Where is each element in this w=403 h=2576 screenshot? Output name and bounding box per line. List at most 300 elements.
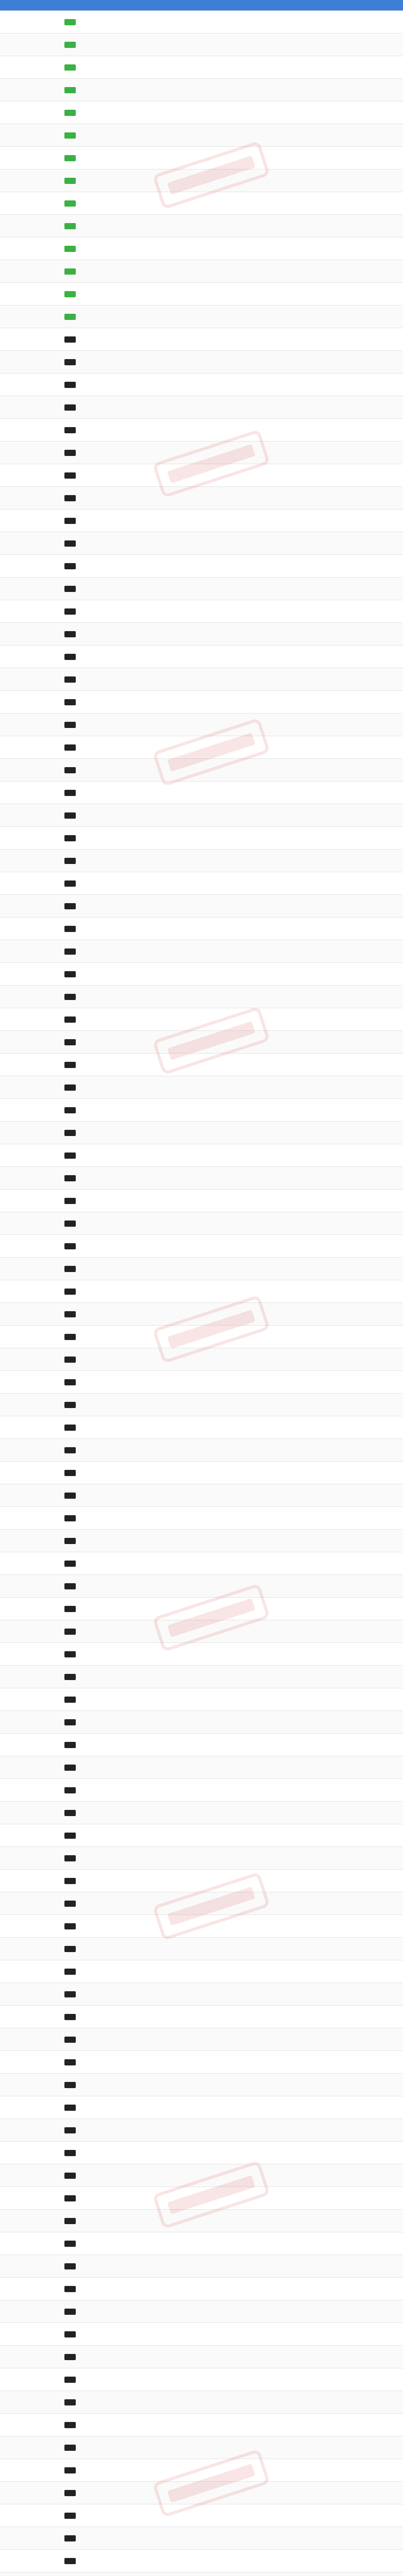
table-row[interactable]	[0, 2414, 403, 2436]
status-badge	[64, 1379, 76, 1385]
table-cell	[58, 1878, 82, 1884]
status-badge	[64, 382, 76, 388]
table-cell	[58, 1175, 82, 1181]
status-badge	[64, 2399, 76, 2405]
table-row[interactable]	[0, 1756, 403, 1779]
table-cell	[58, 1719, 82, 1725]
table-cell	[58, 291, 82, 297]
status-badge	[64, 971, 76, 977]
table-row[interactable]	[0, 759, 403, 782]
table-row[interactable]	[0, 2142, 403, 2164]
status-badge	[64, 858, 76, 864]
table-row[interactable]	[0, 1802, 403, 1824]
table-cell	[58, 336, 82, 343]
status-badge	[64, 1697, 76, 1703]
table-cell	[58, 359, 82, 365]
table-row[interactable]	[0, 192, 403, 215]
table-row[interactable]	[0, 2210, 403, 2232]
status-badge	[64, 1334, 76, 1340]
status-badge	[64, 1493, 76, 1499]
table-cell	[58, 1991, 82, 1997]
table-row[interactable]	[0, 147, 403, 170]
table-row[interactable]	[0, 1235, 403, 1258]
table-row[interactable]	[0, 124, 403, 147]
table-row[interactable]	[0, 374, 403, 396]
table-row[interactable]	[0, 804, 403, 827]
table-row[interactable]	[0, 1371, 403, 1394]
status-badge	[64, 676, 76, 683]
table-cell	[58, 1515, 82, 1521]
status-badge	[64, 1153, 76, 1159]
table-row[interactable]	[0, 532, 403, 555]
table-cell	[58, 1901, 82, 1907]
table-cell	[58, 926, 82, 932]
status-badge	[64, 1425, 76, 1431]
table-row[interactable]	[0, 1915, 403, 1938]
table-cell	[58, 42, 82, 48]
table-row[interactable]	[0, 2119, 403, 2142]
table-cell	[58, 744, 82, 751]
table-row[interactable]	[0, 2482, 403, 2504]
table-row[interactable]	[0, 510, 403, 532]
table-row[interactable]	[0, 1031, 403, 1054]
table-cell	[58, 631, 82, 637]
table-row[interactable]	[0, 11, 403, 33]
table-row[interactable]	[0, 442, 403, 464]
table-row[interactable]	[0, 668, 403, 691]
table-cell	[58, 2059, 82, 2065]
status-badge	[64, 1583, 76, 1589]
status-badge	[64, 495, 76, 501]
table-cell	[58, 2082, 82, 2088]
table-cell	[58, 1787, 82, 1793]
table-cell	[58, 200, 82, 207]
table-row[interactable]	[0, 2255, 403, 2278]
table-cell	[58, 2195, 82, 2201]
status-badge	[64, 1198, 76, 1204]
table-row[interactable]	[0, 555, 403, 578]
table-cell	[58, 495, 82, 501]
table-cell	[58, 858, 82, 864]
table-row[interactable]	[0, 1960, 403, 1983]
column-header-8	[307, 0, 403, 10]
table-cell	[58, 1402, 82, 1408]
table-row[interactable]	[0, 1462, 403, 1484]
table-row[interactable]	[0, 306, 403, 328]
status-badge	[64, 2422, 76, 2428]
table-cell	[58, 1946, 82, 1952]
table-cell	[58, 1039, 82, 1045]
status-badge	[64, 1515, 76, 1521]
status-badge	[64, 1357, 76, 1363]
table-row[interactable]	[0, 1190, 403, 1212]
table-cell	[58, 1923, 82, 1929]
table-row[interactable]	[0, 1983, 403, 2006]
table-row[interactable]	[0, 578, 403, 600]
table-row[interactable]	[0, 1734, 403, 1756]
table-row[interactable]	[0, 691, 403, 714]
table-cell	[58, 767, 82, 773]
status-badge	[64, 314, 76, 320]
table-cell	[58, 314, 82, 320]
table-row[interactable]	[0, 2051, 403, 2074]
column-header-4	[123, 0, 170, 10]
table-cell	[58, 155, 82, 161]
table-row[interactable]	[0, 1643, 403, 1666]
table-row[interactable]	[0, 918, 403, 940]
table-row[interactable]	[0, 2550, 403, 2572]
status-badge	[64, 1289, 76, 1295]
status-badge	[64, 1221, 76, 1227]
table-row[interactable]	[0, 1530, 403, 1552]
table-cell	[58, 1334, 82, 1340]
status-badge	[64, 223, 76, 229]
table-row[interactable]	[0, 2074, 403, 2096]
table-cell	[58, 1651, 82, 1657]
table-row[interactable]	[0, 1575, 403, 1598]
status-badge	[64, 903, 76, 909]
table-cell	[58, 1583, 82, 1589]
table-row[interactable]	[0, 464, 403, 487]
table-row[interactable]	[0, 33, 403, 56]
status-badge	[64, 2558, 76, 2564]
status-badge	[64, 2263, 76, 2269]
status-badge	[64, 926, 76, 932]
table-row[interactable]	[0, 963, 403, 986]
status-badge	[64, 1243, 76, 1249]
table-row[interactable]	[0, 1054, 403, 1076]
table-cell	[58, 1243, 82, 1249]
status-badge	[64, 948, 76, 955]
table-row[interactable]	[0, 1008, 403, 1031]
column-header-3	[82, 0, 123, 10]
status-badge	[64, 1311, 76, 1317]
table-row[interactable]	[0, 79, 403, 101]
status-badge	[64, 404, 76, 411]
status-badge	[64, 359, 76, 365]
status-badge	[64, 427, 76, 433]
status-badge	[64, 880, 76, 887]
table-row[interactable]	[0, 328, 403, 351]
table-row[interactable]	[0, 623, 403, 646]
table-row[interactable]	[0, 1348, 403, 1371]
status-badge	[64, 336, 76, 343]
status-badge	[64, 586, 76, 592]
table-row[interactable]	[0, 487, 403, 510]
status-badge	[64, 19, 76, 25]
table-row[interactable]	[0, 2436, 403, 2459]
table-row[interactable]	[0, 1484, 403, 1507]
table-cell	[58, 1425, 82, 1431]
table-row[interactable]	[0, 2504, 403, 2527]
table-row[interactable]	[0, 1076, 403, 1099]
table-row[interactable]	[0, 2187, 403, 2210]
table-row[interactable]	[0, 351, 403, 374]
table-cell	[58, 223, 82, 229]
status-badge	[64, 1991, 76, 1997]
table-row[interactable]	[0, 1122, 403, 1144]
table-row[interactable]	[0, 2232, 403, 2255]
status-badge	[64, 1923, 76, 1929]
status-badge	[64, 2354, 76, 2360]
table-cell	[58, 2309, 82, 2315]
table-cell	[58, 1629, 82, 1635]
table-row[interactable]	[0, 1779, 403, 1802]
status-badge	[64, 812, 76, 819]
table-cell	[58, 2445, 82, 2451]
status-badge	[64, 268, 76, 275]
status-badge	[64, 2331, 76, 2337]
status-badge	[64, 200, 76, 207]
status-badge	[64, 2059, 76, 2065]
table-row[interactable]	[0, 2300, 403, 2323]
status-badge	[64, 1175, 76, 1181]
table-row[interactable]	[0, 2527, 403, 2550]
table-row[interactable]	[0, 1711, 403, 1734]
table-cell	[58, 2558, 82, 2564]
table-row[interactable]	[0, 396, 403, 419]
table-row[interactable]	[0, 283, 403, 306]
table-cell	[58, 2241, 82, 2247]
table-cell	[58, 1810, 82, 1816]
status-badge	[64, 563, 76, 569]
table-cell	[58, 404, 82, 411]
table-row[interactable]	[0, 1847, 403, 1870]
status-badge	[64, 1447, 76, 1453]
status-badge	[64, 2037, 76, 2043]
table-row[interactable]	[0, 1892, 403, 1915]
table-row[interactable]	[0, 986, 403, 1008]
status-badge	[64, 2535, 76, 2541]
table-cell	[58, 2422, 82, 2428]
table-cell	[58, 2173, 82, 2179]
table-cell	[58, 2535, 82, 2541]
table-cell	[58, 722, 82, 728]
table-cell	[58, 64, 82, 71]
table-row[interactable]	[0, 1552, 403, 1575]
table-cell	[58, 994, 82, 1000]
table-cell	[58, 1379, 82, 1385]
table-cell	[58, 518, 82, 524]
status-badge	[64, 2241, 76, 2247]
table-row[interactable]	[0, 2459, 403, 2482]
status-badge	[64, 2014, 76, 2020]
table-cell	[58, 178, 82, 184]
table-row[interactable]	[0, 2391, 403, 2414]
status-badge	[64, 2105, 76, 2111]
status-badge	[64, 1266, 76, 1272]
table-row[interactable]	[0, 782, 403, 804]
status-badge	[64, 835, 76, 841]
table-row[interactable]	[0, 2096, 403, 2119]
table-cell	[58, 1855, 82, 1861]
status-badge	[64, 2082, 76, 2088]
table-cell	[58, 2127, 82, 2133]
status-badge	[64, 1651, 76, 1657]
table-cell	[58, 2014, 82, 2020]
status-badge	[64, 1470, 76, 1476]
table-row[interactable]	[0, 2572, 403, 2576]
status-badge	[64, 722, 76, 728]
table-row[interactable]	[0, 850, 403, 872]
table-row[interactable]	[0, 419, 403, 442]
table-row[interactable]	[0, 940, 403, 963]
table-row[interactable]	[0, 2028, 403, 2051]
table-cell	[58, 1062, 82, 1068]
table-cell	[58, 1311, 82, 1317]
table-cell	[58, 1289, 82, 1295]
table-cell	[58, 563, 82, 569]
status-badge	[64, 2286, 76, 2292]
table-row[interactable]	[0, 827, 403, 850]
table-cell	[58, 676, 82, 683]
status-badge	[64, 2513, 76, 2519]
table-row[interactable]	[0, 1439, 403, 1462]
table-row[interactable]	[0, 1507, 403, 1530]
table-cell	[58, 87, 82, 93]
table-cell	[58, 2467, 82, 2473]
table-cell	[58, 2218, 82, 2224]
status-badge	[64, 1084, 76, 1091]
status-badge	[64, 1833, 76, 1839]
status-badge	[64, 178, 76, 184]
status-badge	[64, 631, 76, 637]
table-cell	[58, 2513, 82, 2519]
table-row[interactable]	[0, 1258, 403, 1280]
table-cell	[58, 1493, 82, 1499]
table-cell	[58, 699, 82, 705]
status-badge	[64, 1107, 76, 1113]
table-cell	[58, 2377, 82, 2383]
table-row[interactable]	[0, 646, 403, 668]
table-cell	[58, 1130, 82, 1136]
table-row[interactable]	[0, 895, 403, 918]
status-badge	[64, 1538, 76, 1544]
table-row[interactable]	[0, 736, 403, 759]
status-badge	[64, 994, 76, 1000]
status-badge	[64, 1062, 76, 1068]
status-badge	[64, 2309, 76, 2315]
status-badge	[64, 2445, 76, 2451]
status-badge	[64, 2467, 76, 2473]
status-badge	[64, 110, 76, 116]
table-cell	[58, 110, 82, 116]
status-badge	[64, 1901, 76, 1907]
status-badge	[64, 1742, 76, 1748]
table-row[interactable]	[0, 1144, 403, 1167]
table-row[interactable]	[0, 170, 403, 192]
table-cell	[58, 1765, 82, 1771]
table-row[interactable]	[0, 2006, 403, 2028]
table-row[interactable]	[0, 2278, 403, 2300]
table-cell	[58, 1674, 82, 1680]
table-row[interactable]	[0, 260, 403, 283]
table-cell	[58, 1084, 82, 1091]
table-cell	[58, 2105, 82, 2111]
status-badge	[64, 2490, 76, 2496]
status-badge	[64, 1629, 76, 1635]
table-cell	[58, 1606, 82, 1612]
table-cell	[58, 2037, 82, 2043]
table-cell	[58, 903, 82, 909]
table-cell	[58, 790, 82, 796]
table-row[interactable]	[0, 238, 403, 260]
table-cell	[58, 1153, 82, 1159]
table-row[interactable]	[0, 215, 403, 238]
status-badge	[64, 1810, 76, 1816]
table-cell	[58, 1742, 82, 1748]
column-header-2	[58, 0, 82, 10]
table-row[interactable]	[0, 872, 403, 895]
table-row[interactable]	[0, 1824, 403, 1847]
status-badge	[64, 2173, 76, 2179]
table-cell	[58, 1357, 82, 1363]
table-row[interactable]	[0, 1167, 403, 1190]
table-row[interactable]	[0, 1326, 403, 1348]
table-cell	[58, 835, 82, 841]
table-body	[0, 11, 403, 2576]
table-row[interactable]	[0, 2323, 403, 2346]
status-badge	[64, 87, 76, 93]
table-header	[0, 0, 403, 11]
table-row[interactable]	[0, 101, 403, 124]
status-badge	[64, 1946, 76, 1952]
table-row[interactable]	[0, 1212, 403, 1235]
column-header-5	[170, 0, 226, 10]
table-cell	[58, 2263, 82, 2269]
status-badge	[64, 155, 76, 161]
table-row[interactable]	[0, 600, 403, 623]
table-cell	[58, 268, 82, 275]
table-row[interactable]	[0, 1666, 403, 1688]
table-cell	[58, 971, 82, 977]
table-cell	[58, 2490, 82, 2496]
table-row[interactable]	[0, 1598, 403, 1620]
table-row[interactable]	[0, 1416, 403, 1439]
table-cell	[58, 880, 82, 887]
status-badge	[64, 2195, 76, 2201]
table-cell	[58, 608, 82, 615]
status-badge	[64, 42, 76, 48]
status-badge	[64, 132, 76, 139]
table-cell	[58, 1833, 82, 1839]
table-row[interactable]	[0, 2164, 403, 2187]
table-row[interactable]	[0, 1688, 403, 1711]
status-badge	[64, 767, 76, 773]
status-badge	[64, 1765, 76, 1771]
table-cell	[58, 19, 82, 25]
table-row[interactable]	[0, 1280, 403, 1303]
table-row[interactable]	[0, 1099, 403, 1122]
table-row[interactable]	[0, 1938, 403, 1960]
table-row[interactable]	[0, 1620, 403, 1643]
status-badge	[64, 1787, 76, 1793]
table-cell	[58, 1107, 82, 1113]
table-row[interactable]	[0, 56, 403, 79]
table-row[interactable]	[0, 2368, 403, 2391]
table-row[interactable]	[0, 1303, 403, 1326]
table-row[interactable]	[0, 1870, 403, 1892]
status-badge	[64, 1855, 76, 1861]
table-row[interactable]	[0, 2346, 403, 2368]
table-cell	[58, 654, 82, 660]
status-badge	[64, 1402, 76, 1408]
table-cell	[58, 1447, 82, 1453]
table-row[interactable]	[0, 1394, 403, 1416]
status-badge	[64, 518, 76, 524]
table-row[interactable]	[0, 714, 403, 736]
table-cell	[58, 132, 82, 139]
